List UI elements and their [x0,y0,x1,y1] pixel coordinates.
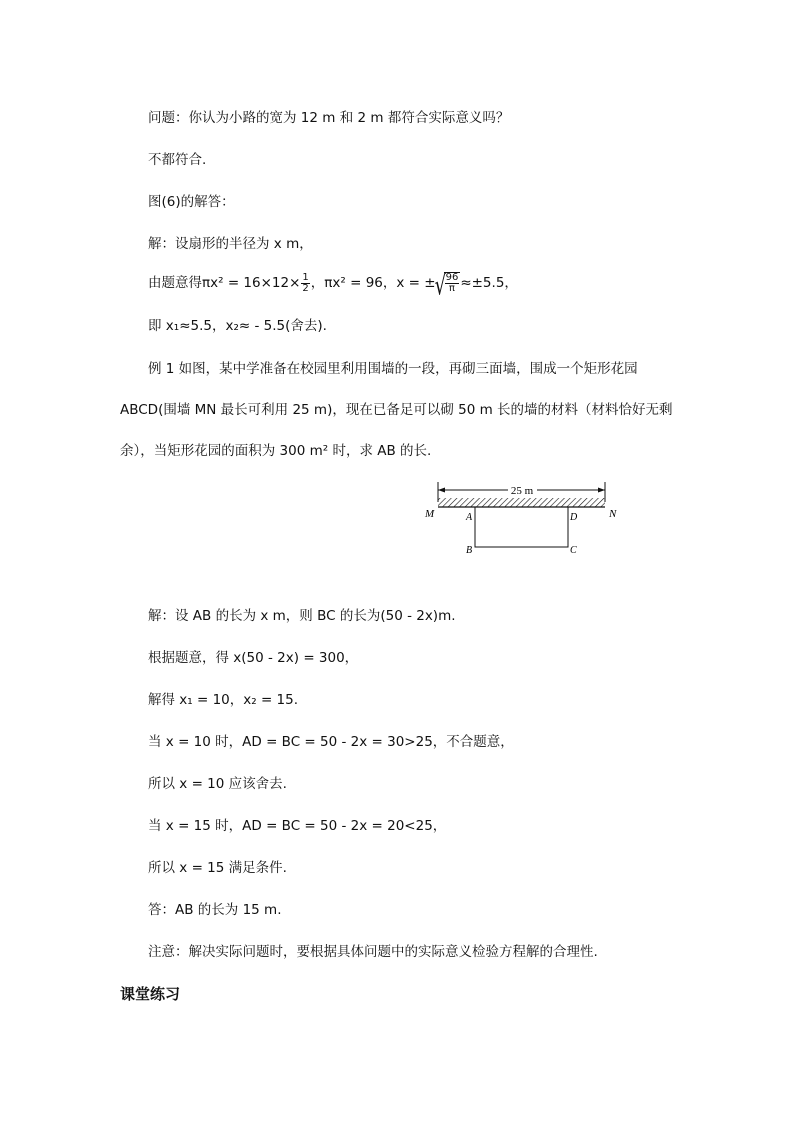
fraction-half [301,273,309,294]
label-a: A [466,512,473,523]
equation-mid: ，πx² = 96，x = ± [310,275,436,291]
label-n: N [609,508,617,520]
section-heading: 课堂练习 [120,985,181,1003]
arrow-left [438,488,445,493]
solution-note: 注意：解决实际问题时，要根据具体问题中的实际意义检验方程解的合理性. [148,944,598,960]
solution-line-6: 当 x = 15 时，AD = BC = 50 - 2x = 20<25， [148,818,447,834]
garden-rectangle [475,507,568,547]
dimension-label: 25 m [510,485,534,497]
wall-hatch [438,498,605,507]
result-line: 即 x₁≈5.5，x₂≈ - 5.5(舍去). [148,318,327,334]
arrow-right [598,488,605,493]
equation-line [148,272,518,294]
solution-line-1: 解：设 AB 的长为 x m，则 BC 的长为(50 - 2x)m. [148,608,456,624]
solution-line-5: 所以 x = 10 应该舍去. [148,776,287,792]
label-b: B [466,545,473,556]
sqrt-expression [436,272,461,294]
equation-suffix: ≈±5.5， [460,275,518,291]
fraction-numerator: 1 [302,271,309,283]
example-line-1: 例 1 如图，某中学准备在校园里利用围墙的一段，再砌三面墙，围成一个矩形花园 [148,361,638,377]
solution-line-3: 解得 x₁ = 10，x₂ = 15. [148,692,299,708]
garden-figure [420,478,630,563]
example-line-2: ABCD(围墙 MN 最长可利用 25 m)，现在已备足可以砌 50 m 长的墙的材料（材料恰好无剩 [120,402,673,418]
question-text: 问题：你认为小路的宽为 12 m 和 2 m 都符合实际意义吗？ [148,110,510,126]
sqrt-denominator: π [448,283,455,294]
label-m: M [425,508,435,520]
equation-prefix: 由题意得πx² = 16×12× [148,275,301,291]
solution-line-2: 根据题意，得 x(50 - 2x) = 300， [148,650,359,666]
solve-intro: 解：设扇形的半径为 x m， [148,236,313,252]
solution-line-4: 当 x = 10 时，AD = BC = 50 - 2x = 30>25，不合题意， [148,734,514,750]
sqrt-numerator: √ 96 [445,272,459,283]
solution-answer: 答：AB 的长为 15 m. [148,902,282,918]
example-line-3: 余），当矩形花园的面积为 300 m² 时，求 AB 的长. [120,443,432,459]
fig6-solution-label: 图(6)的解答： [148,194,235,210]
label-c: C [570,545,577,556]
answer-short: 不都符合. [148,152,207,168]
label-d: D [570,512,578,523]
solution-line-7: 所以 x = 15 满足条件. [148,860,287,876]
fraction-denominator: 2 [302,282,309,294]
